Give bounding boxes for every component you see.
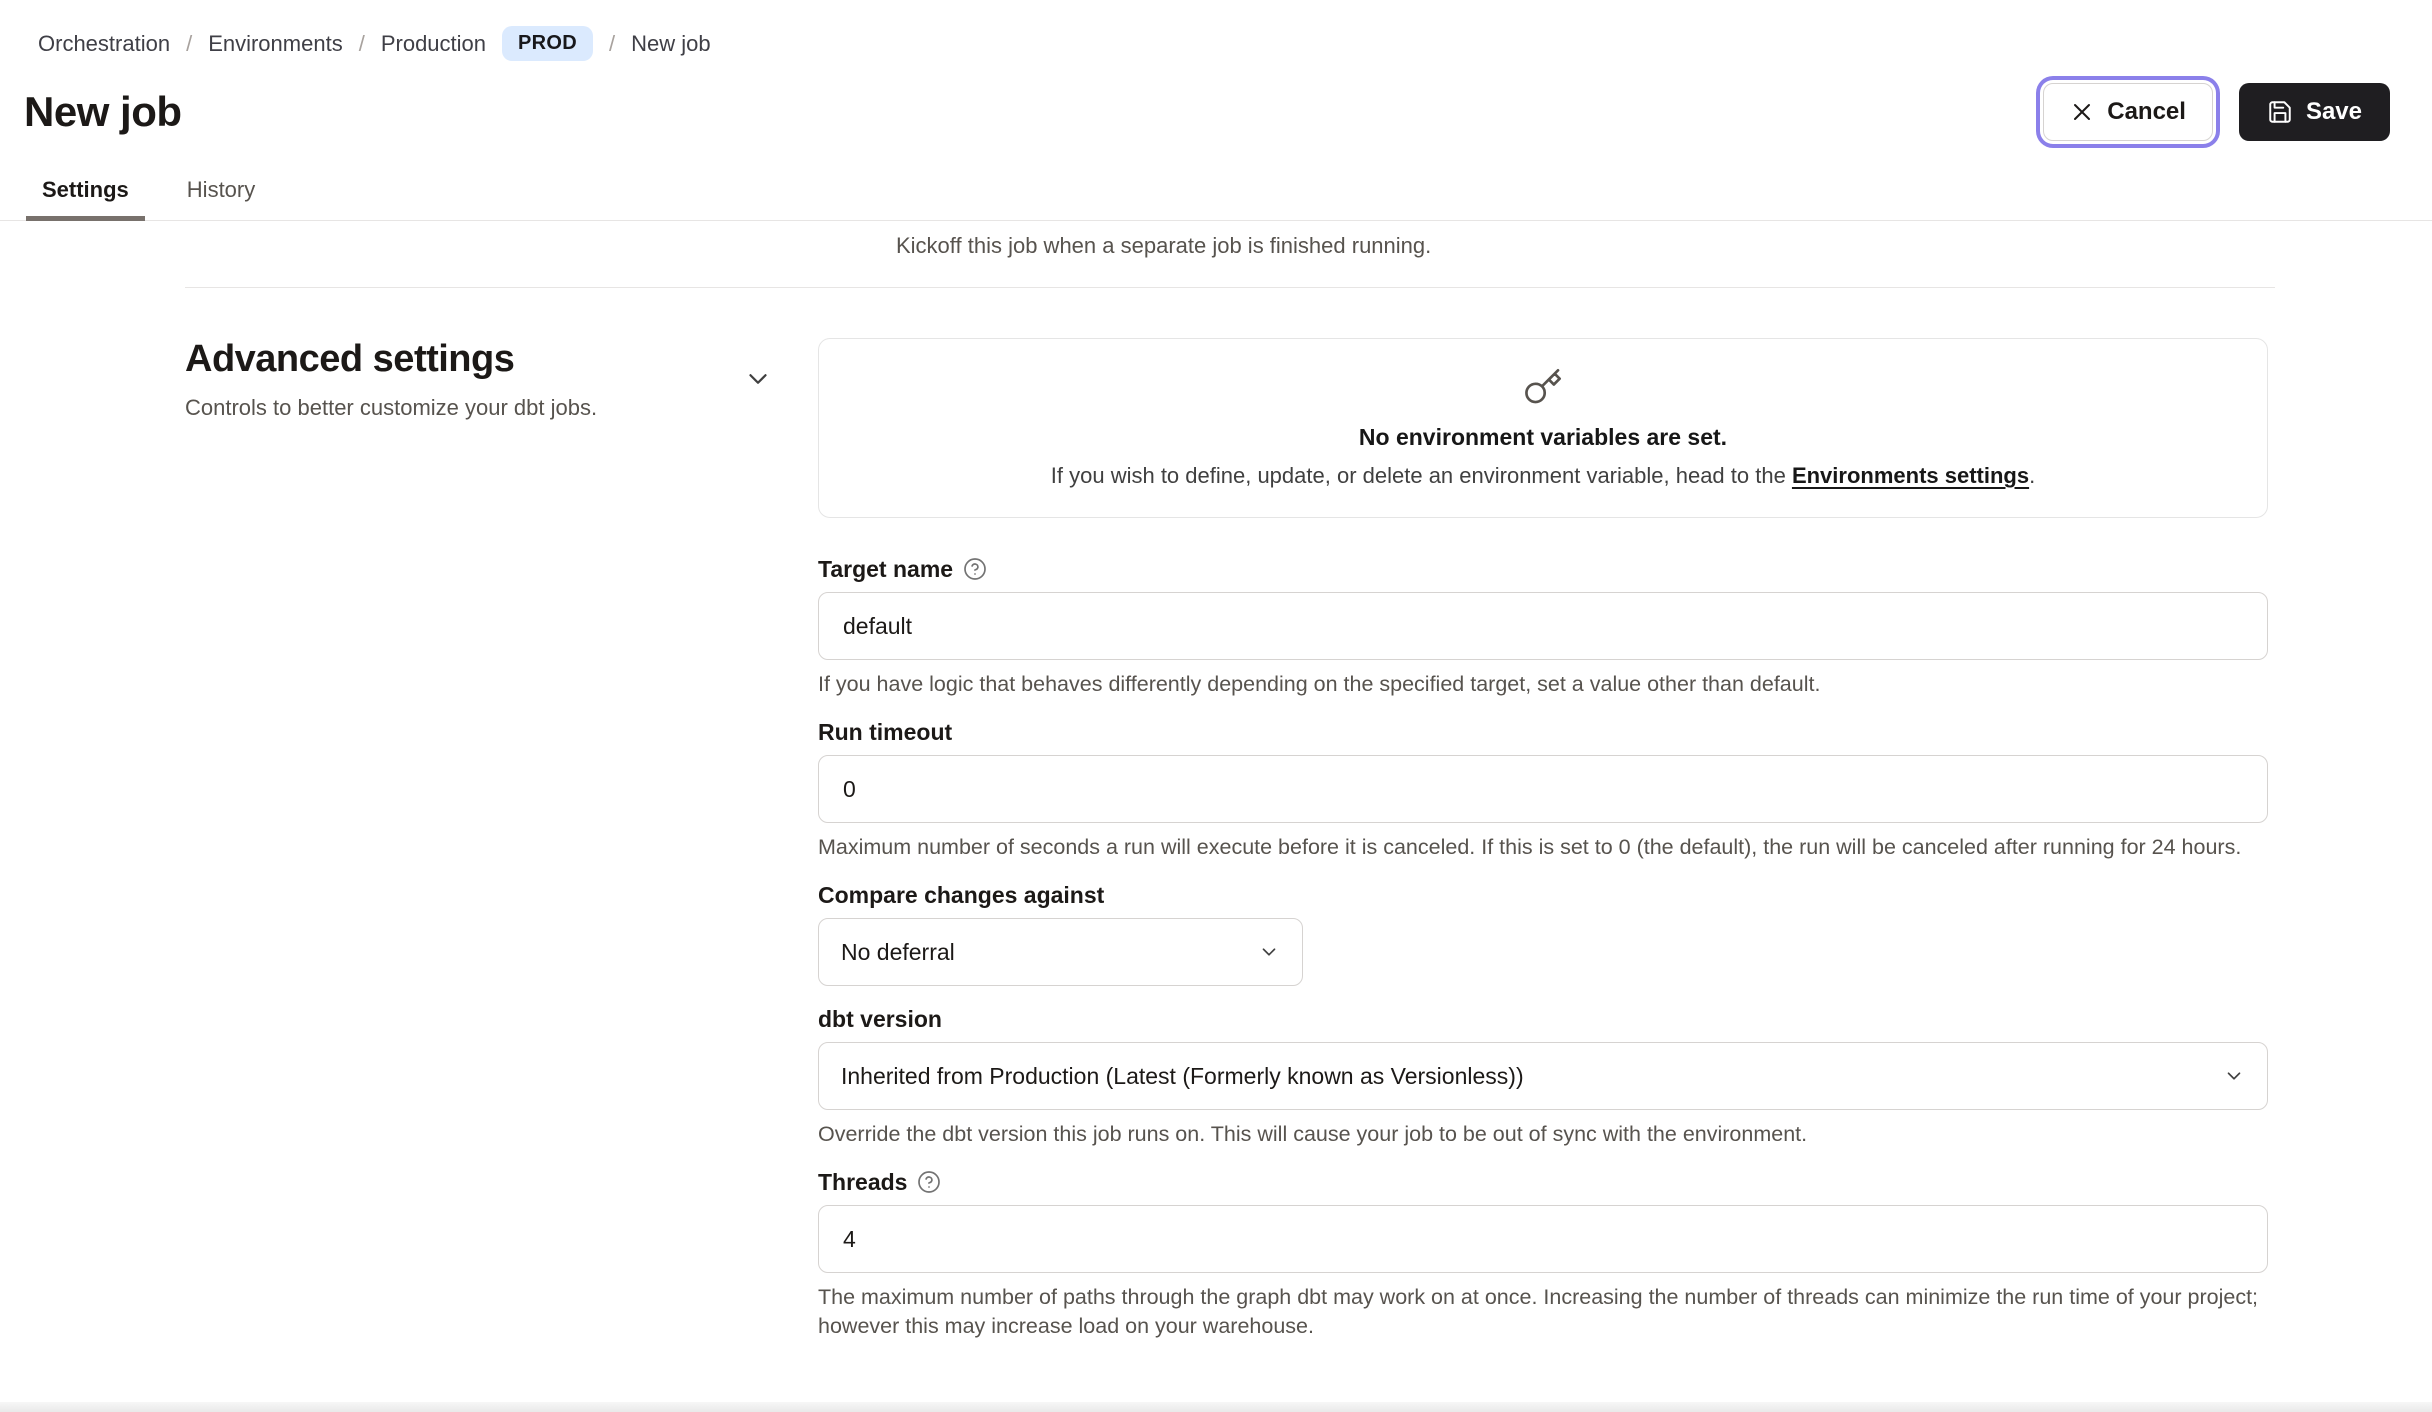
advanced-settings-header <box>185 338 818 1341</box>
compare-changes-selected-value: No deferral <box>841 938 955 965</box>
dbt-version-label <box>818 1006 2268 1032</box>
save-button-label: Save <box>2305 98 2362 125</box>
run-timeout-label-text: Run timeout <box>818 719 953 745</box>
env-variables-empty-card <box>818 338 2268 518</box>
advanced-settings-form <box>818 338 2268 1341</box>
run-timeout-help: Maximum number of seconds a run will execute before it is canceled. If this is set to 0 (the default), the run will be canceled after running for 24 hours. <box>818 835 2242 859</box>
run-timeout-label <box>818 719 2268 745</box>
page-title: New job <box>24 88 182 135</box>
section-divider <box>185 287 2275 288</box>
header-actions <box>2043 83 2390 141</box>
cancel-button[interactable] <box>2043 83 2213 141</box>
page-header <box>0 0 2432 221</box>
threads-label <box>818 1169 2268 1195</box>
dbt-version-select[interactable] <box>818 1042 2268 1110</box>
save-button[interactable] <box>2239 83 2390 141</box>
threads-help: The maximum number of paths through the graph dbt may work on at once. Increasing the number of threads can minimize the run time of your project; however this may increase load on your warehouse. <box>818 1285 2259 1338</box>
run-timeout-field-group <box>818 719 2268 862</box>
breadcrumb-item-new-job: New job <box>631 30 711 56</box>
key-icon <box>1523 367 1563 412</box>
dbt-version-label-text: dbt version <box>818 1006 942 1032</box>
tab-settings[interactable]: Settings <box>26 165 145 221</box>
save-icon <box>2267 99 2293 125</box>
breadcrumb-item-production[interactable]: Production <box>380 30 487 56</box>
threads-label-text: Threads <box>818 1169 908 1195</box>
compare-changes-label <box>818 882 2268 908</box>
advanced-settings-section <box>185 338 2432 1341</box>
dbt-version-selected-value: Inherited from Production (Latest (Formerly known as Versionless)) <box>841 1062 1524 1089</box>
env-empty-body-prefix: If you wish to define, update, or delete an environment variable, head to the <box>1050 463 1792 488</box>
threads-field-group <box>818 1169 2268 1341</box>
kickoff-help-text: Kickoff this job when a separate job is finished running. <box>896 233 1432 258</box>
env-empty-body-suffix: . <box>2029 463 2036 488</box>
threads-input[interactable] <box>818 1205 2268 1273</box>
breadcrumb-item-environments[interactable]: Environments <box>208 30 343 56</box>
tab-bar <box>0 165 2432 221</box>
advanced-settings-subtitle: Controls to better customize your dbt jobs. <box>185 395 598 420</box>
target-name-label <box>818 556 2268 582</box>
chevron-down-icon <box>1258 941 1280 963</box>
breadcrumb-separator: / <box>609 30 616 56</box>
compare-changes-select[interactable] <box>818 918 1303 986</box>
environment-badge: PROD <box>502 26 593 61</box>
compare-changes-field-group <box>818 882 2268 986</box>
target-name-help: If you have logic that behaves differently depending on the specified target, set a value other than default. <box>818 672 1821 696</box>
compare-changes-label-text: Compare changes against <box>818 882 1105 908</box>
breadcrumb-separator: / <box>358 30 365 56</box>
help-icon[interactable] <box>963 557 987 581</box>
cancel-button-label: Cancel <box>2107 98 2186 125</box>
breadcrumb-separator: / <box>186 30 193 56</box>
dbt-version-field-group <box>818 1006 2268 1149</box>
chevron-down-icon <box>2223 1065 2245 1087</box>
advanced-settings-title: Advanced settings <box>185 338 515 380</box>
close-icon <box>2070 100 2094 124</box>
settings-scroll-area <box>0 233 2432 1341</box>
scroll-edge-strip <box>0 1402 2432 1412</box>
target-name-input[interactable] <box>818 592 2268 660</box>
breadcrumb-item-orchestration[interactable]: Orchestration <box>38 30 171 56</box>
target-name-field-group <box>818 556 2268 699</box>
dbt-version-help: Override the dbt version this job runs on. This will cause your job to be out of sync with the environment. <box>818 1122 1808 1146</box>
run-timeout-input[interactable] <box>818 755 2268 823</box>
env-empty-title: No environment variables are set. <box>1358 424 1728 450</box>
environments-settings-link[interactable]: Environments settings <box>1791 463 2030 488</box>
breadcrumb <box>0 0 2432 61</box>
collapse-chevron-icon[interactable] <box>743 364 773 399</box>
target-name-label-text: Target name <box>818 556 954 582</box>
tab-history[interactable]: History <box>186 177 256 202</box>
help-icon[interactable] <box>917 1170 941 1194</box>
env-empty-body <box>1051 463 2035 489</box>
